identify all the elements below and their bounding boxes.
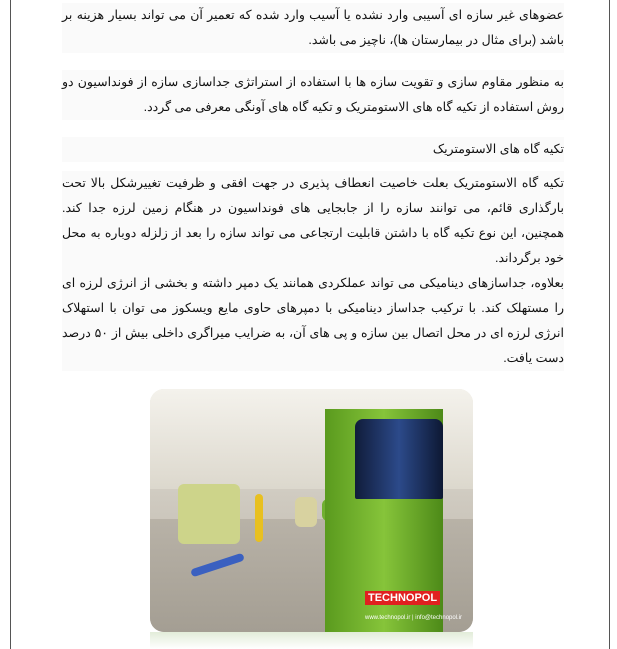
logo-url: www.technopol.ir | info@technopol.ir (365, 615, 463, 621)
intro-paragraph-1 (62, 3, 564, 53)
intro-paragraph-2 (62, 70, 564, 120)
heading-text: تکیه گاه های الاستومتریک (432, 142, 564, 156)
column (178, 484, 240, 544)
body-paragraph-2 (62, 271, 564, 371)
technopol-logo (365, 588, 469, 624)
photo-container (150, 389, 473, 649)
section-heading (62, 137, 564, 162)
logo-text: TECHNOPOL (365, 591, 440, 605)
body-paragraph-1 (62, 171, 564, 271)
column (255, 494, 263, 542)
photo-reflection (150, 632, 473, 649)
paragraph-text: بعلاوه، جداسازهای دینامیکی می تواند عملکردی همانند یک دمپر داشته و بخشی از انرژی لرزه ای را مستهلک کند. با ترکیب جداساز دینامیکی با دمپرهای حاوی مایع ویسکوز می توان با استهلاک انرژی لرزه ای در محل اتصال بین سازه و پی های آن، به ضرایب میراگری داخلی بیش از ۵۰ درصد دست یافت. (62, 276, 564, 365)
paragraph-text: به منظور مقاوم سازی و تقویت سازه ها با استفاده از استراتژی جداسازی سازه از فونداسیون دو روش استفاده از تکیه گاه های الاستومتریک و تکیه گاه های آونگی معرفی می گردد. (62, 75, 564, 114)
paragraph-text: عضوهای غیر سازه ای آسیبی وارد نشده یا آسیب وارد شده که تعمیر آن می تواند بسیار هزینه بر باشد (برای مثال در بیمارستان ها)، ناچیز می باشد. (62, 8, 564, 47)
elastomeric-bearing (355, 419, 443, 499)
column (295, 497, 317, 527)
paragraph-text: تکیه گاه الاستومتریک بعلت خاصیت انعطاف پذیری در جهت افقی و ظرفیت تغییرشکل بالا تحت بارگذاری قائم، می توانند سازه را از جابجایی های فونداسیون در هنگام زمین لرزه جدا کند. همچنین، این نوع تکیه گاه با داشتن قابلیت ارتجاعی می تواند سازه را بعد از زلزله دوباره به محل خود برگرداند. (62, 176, 564, 265)
parking-isolator-photo (150, 389, 473, 632)
document-content (62, 0, 564, 649)
